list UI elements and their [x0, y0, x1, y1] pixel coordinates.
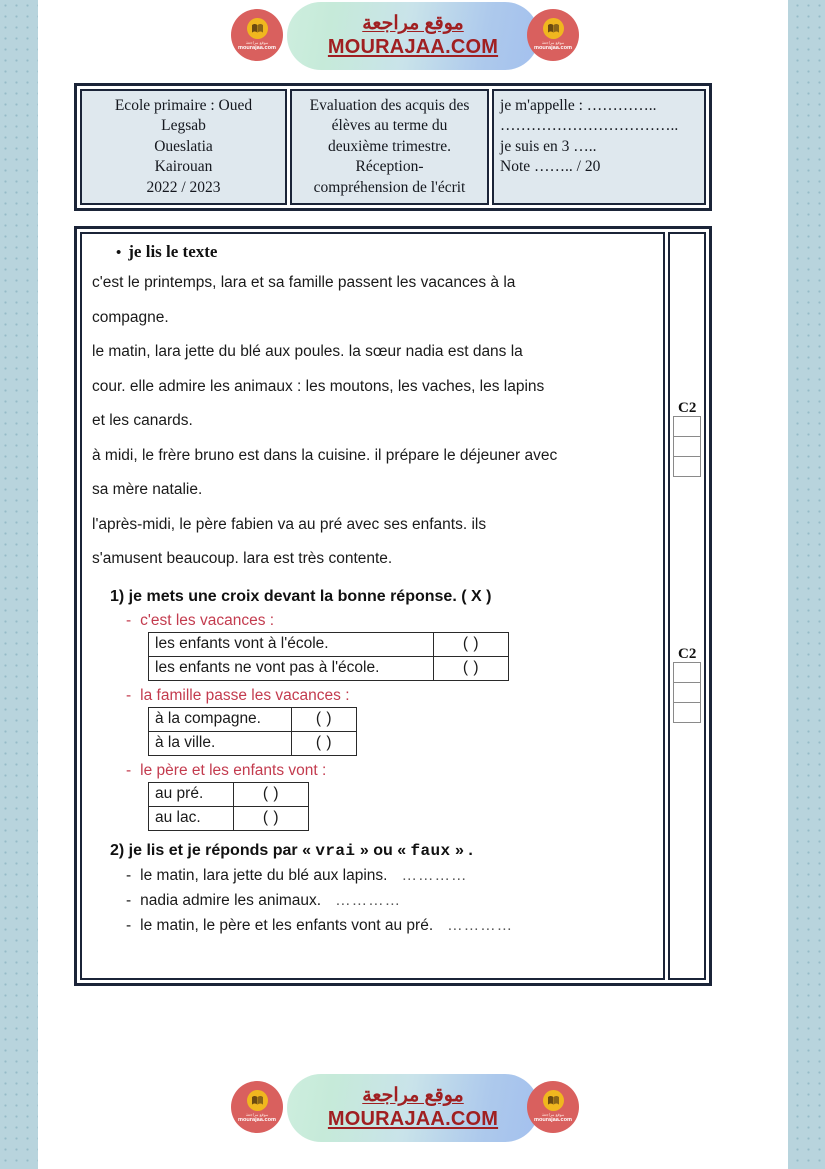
question-1-group-prompt-2 — [126, 687, 653, 705]
prompt-text: le père et les enfants vont : — [140, 761, 327, 779]
word-faux: faux — [410, 841, 451, 860]
exam-content-column — [80, 232, 665, 980]
competency-score-boxes — [673, 416, 701, 477]
dash-marker: - — [126, 916, 132, 934]
competency-side-column — [668, 232, 706, 980]
book-icon — [247, 1090, 268, 1111]
logo-arabic-text: موقع مراجعة — [541, 1111, 565, 1117]
score-box[interactable] — [674, 417, 700, 437]
answer-checkbox-cell[interactable]: ( ) — [434, 656, 509, 680]
evaluation-line-4: Réception- — [355, 158, 424, 176]
answer-checkbox-cell[interactable]: ( ) — [292, 731, 357, 755]
option-label: les enfants vont à l'école. — [149, 632, 434, 656]
evaluation-line-1: Evaluation des acquis des — [309, 97, 470, 114]
passage-line: s'amusent beaucoup. lara est très contente. — [92, 550, 393, 567]
banner-arabic-title: موقع مراجعة — [362, 1085, 464, 1107]
banner-arabic-title: موقع مراجعة — [362, 13, 464, 35]
passage-line: et les canards. — [92, 412, 193, 429]
dash-marker: - — [126, 866, 132, 884]
bullet-icon: • — [116, 245, 122, 261]
passage-line: à midi, le frère bruno est dans la cuisine. il prépare le déjeuner avec — [92, 446, 558, 464]
question-1-title: 1) je mets une croix devant la bonne réponse. ( X ) — [110, 587, 492, 605]
answer-checkbox-cell[interactable]: ( ) — [234, 782, 309, 806]
passage-line: c'est le printemps, lara et sa famille passent les vacances à la — [92, 274, 516, 291]
score-box[interactable] — [674, 683, 700, 703]
book-icon — [543, 18, 564, 39]
passage-line: sa mère natalie. — [92, 481, 203, 498]
competency-label: C2 — [678, 400, 697, 416]
question-1-group-prompt-1 — [126, 612, 653, 630]
score-box[interactable] — [674, 663, 700, 683]
logo-site-text: mourajaa.com — [238, 1117, 276, 1124]
question-2-statement[interactable] — [126, 867, 653, 885]
evaluation-line-5: compréhension de l'écrit — [313, 178, 466, 196]
option-label: à la ville. — [149, 731, 292, 755]
statement-text: le matin, lara jette du blé aux lapins. — [140, 866, 388, 884]
option-label: au lac. — [149, 806, 234, 830]
header-cell-evaluation — [290, 89, 489, 205]
score-box[interactable] — [674, 437, 700, 457]
passage-line: l'après-midi, le père fabien va au pré avec ses enfants. ils — [92, 515, 487, 533]
answer-table-2 — [148, 707, 357, 756]
answer-table-3 — [148, 782, 309, 831]
question-2-title — [110, 842, 653, 860]
document-page — [38, 0, 788, 1169]
option-label: les enfants ne vont pas à l'école. — [149, 656, 434, 680]
table-row[interactable] — [149, 632, 509, 656]
question-2-statement[interactable] — [126, 917, 653, 935]
statement-text: le matin, le père et les enfants vont au pré. — [140, 916, 434, 934]
logo-arabic-text: موقع مراجعة — [245, 39, 269, 45]
evaluation-line-2: élèves au terme du — [331, 117, 448, 135]
student-name-field[interactable]: je m'appelle : ………….. — [500, 97, 657, 114]
dash-marker: - — [126, 611, 132, 629]
banner-text-group — [287, 2, 539, 70]
table-row[interactable] — [149, 731, 357, 755]
school-line-1: Ecole primaire : Oued — [114, 97, 253, 114]
competency-block-2 — [673, 646, 701, 723]
top-watermark-banner — [38, 0, 788, 72]
mourajaa-logo-right — [527, 1081, 579, 1133]
logo-site-text: mourajaa.com — [238, 45, 276, 52]
answer-table-1 — [148, 632, 509, 681]
dash-marker: - — [126, 891, 132, 909]
question-2-statement[interactable] — [126, 892, 653, 910]
competency-label: C2 — [678, 646, 697, 662]
reading-section-title — [116, 242, 653, 262]
answer-checkbox-cell[interactable]: ( ) — [292, 707, 357, 731]
school-line-2: Legsab — [161, 117, 206, 135]
banner-site-url: MOURAJAA.COM — [327, 35, 499, 58]
exam-header-table — [74, 83, 712, 211]
prompt-text: c'est les vacances : — [140, 611, 275, 629]
banner-text-group — [287, 1074, 539, 1142]
passage-line: le matin, lara jette du blé aux poules. la sœur nadia est dans la — [92, 343, 523, 360]
table-row[interactable] — [149, 707, 357, 731]
option-label: à la compagne. — [149, 707, 292, 731]
score-box[interactable] — [674, 703, 700, 723]
logo-site-text: mourajaa.com — [534, 1117, 572, 1124]
student-note-field[interactable]: Note …….. / 20 — [500, 158, 601, 176]
banner-site-url: MOURAJAA.COM — [327, 1107, 499, 1130]
mourajaa-logo-left — [231, 1081, 283, 1133]
evaluation-line-3: deuxième trimestre. — [327, 137, 452, 155]
exam-body-frame — [74, 226, 712, 986]
answer-blank[interactable]: ………… — [401, 866, 468, 884]
school-line-3: Oueslatia — [154, 137, 213, 155]
passage-line: compagne. — [92, 308, 169, 326]
answer-blank[interactable]: ………… — [447, 916, 514, 934]
school-line-4: Kairouan — [154, 158, 213, 176]
statement-text: nadia admire les animaux. — [140, 891, 322, 909]
book-icon — [247, 18, 268, 39]
header-cell-student — [492, 89, 706, 205]
score-box[interactable] — [674, 457, 700, 477]
student-dots-field[interactable]: …………………………….. — [500, 117, 679, 135]
question-2-suffix: » . — [450, 841, 473, 859]
passage-line: cour. elle admire les animaux : les moutons, les vaches, les lapins — [92, 377, 545, 395]
table-row[interactable] — [149, 782, 309, 806]
logo-site-text: mourajaa.com — [534, 45, 572, 52]
prompt-text: la famille passe les vacances : — [140, 686, 350, 704]
answer-checkbox-cell[interactable]: ( ) — [434, 632, 509, 656]
table-row[interactable] — [149, 656, 509, 680]
dash-marker: - — [126, 761, 132, 779]
mourajaa-logo-right — [527, 9, 579, 61]
logo-arabic-text: موقع مراجعة — [541, 39, 565, 45]
mourajaa-logo-left — [231, 9, 283, 61]
header-cell-school — [80, 89, 287, 205]
option-label: au pré. — [149, 782, 234, 806]
question-2-prefix: 2) je lis et je réponds par « — [110, 841, 316, 859]
answer-blank[interactable]: ………… — [335, 891, 402, 909]
question-1-group-prompt-3 — [126, 762, 653, 780]
competency-score-boxes — [673, 662, 701, 723]
reading-passage — [92, 266, 653, 577]
answer-checkbox-cell[interactable]: ( ) — [234, 806, 309, 830]
book-icon — [543, 1090, 564, 1111]
word-vrai: vrai — [315, 841, 356, 860]
school-line-5: 2022 / 2023 — [146, 178, 221, 196]
bottom-watermark-banner — [38, 1072, 788, 1144]
reading-title-text: je lis le texte — [128, 242, 218, 261]
student-class-field[interactable]: je suis en 3 ….. — [500, 137, 597, 155]
dash-marker: - — [126, 686, 132, 704]
logo-arabic-text: موقع مراجعة — [245, 1111, 269, 1117]
table-row[interactable] — [149, 806, 309, 830]
competency-block-1 — [673, 400, 701, 477]
question-2-middle: » ou « — [355, 841, 411, 859]
